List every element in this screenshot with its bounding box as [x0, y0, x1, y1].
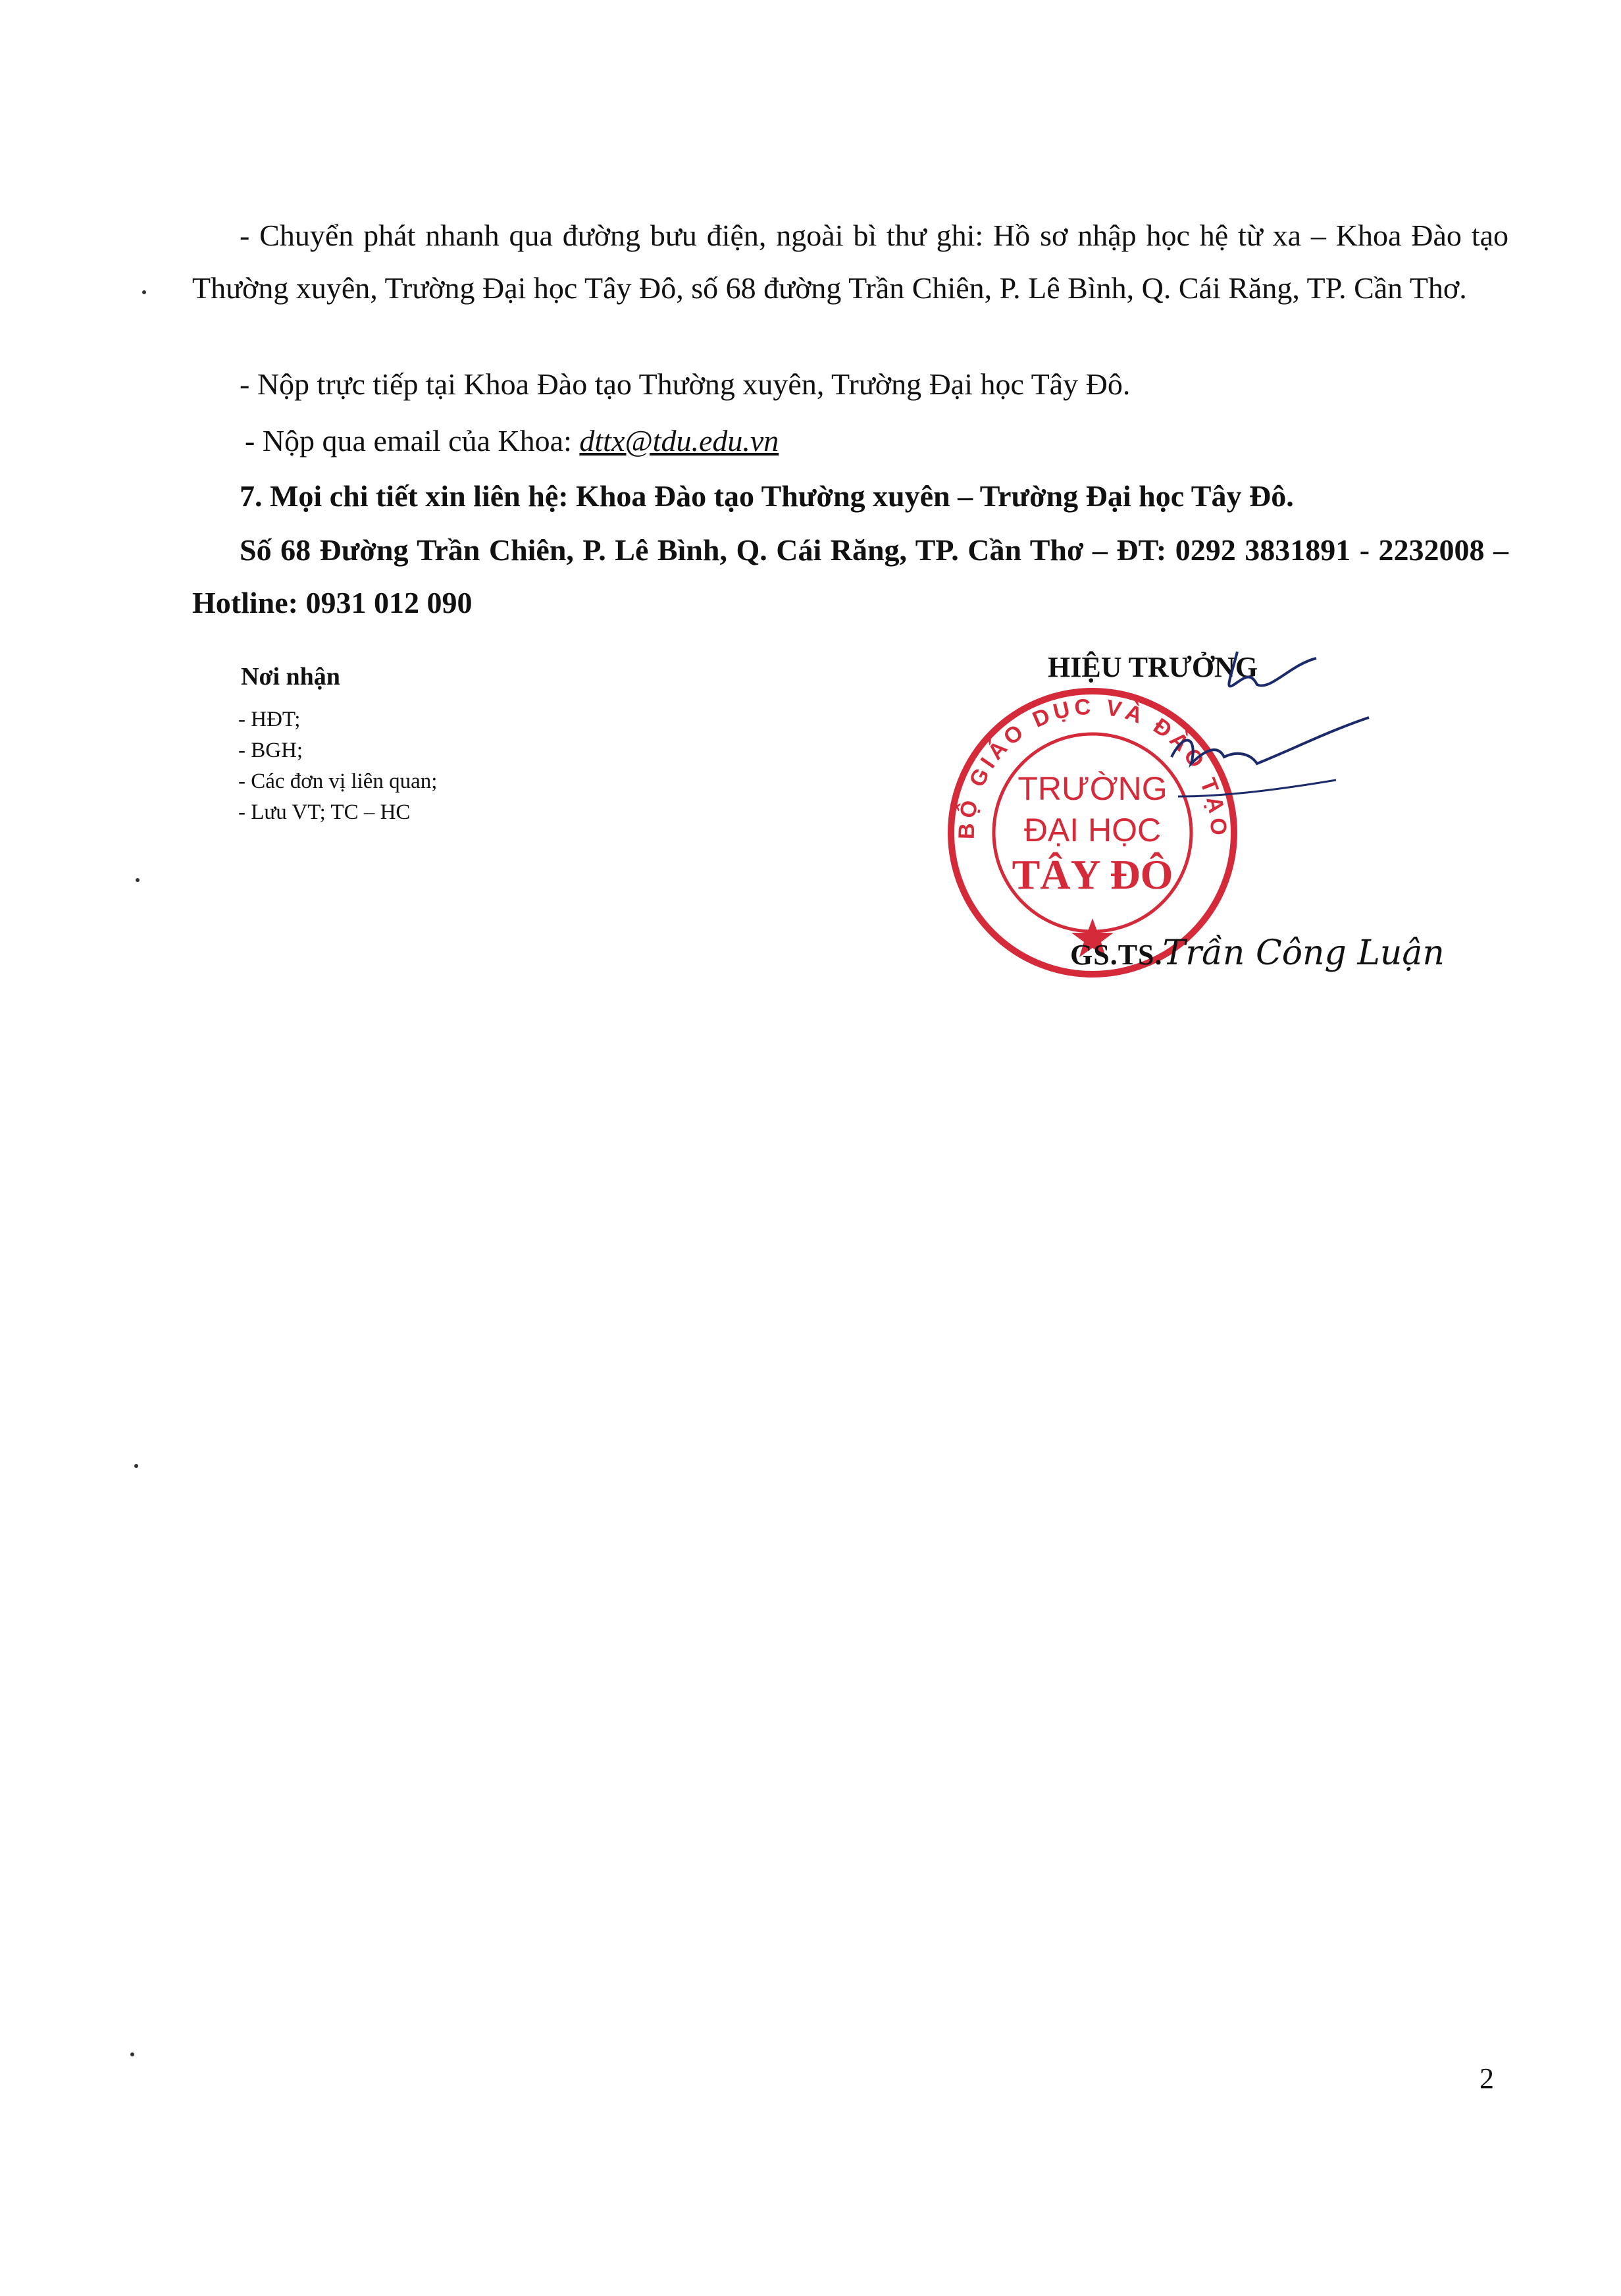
seal-line2: ĐẠI HỌC [1023, 812, 1162, 848]
paragraph-postal-delivery: - Chuyển phát nhanh qua đường bưu điện, ngoài bì thư ghi: Hồ sơ nhập học hệ từ xa – Khoa Đào tạo Thường xuyên, Trường Đại học Tây Đô, số 68 đường Trần Chiên, P. Lê Bình, Q. Cái Răng, TP. Cần Thơ. [192, 219, 1508, 305]
signer-name [1070, 933, 1445, 973]
signer-title: HIỆU TRƯỞNG [1048, 651, 1258, 683]
signer-prefix: GS.TS. [1070, 939, 1163, 971]
contact-heading: 7. Mọi chi tiết xin liên hệ: Khoa Đào tạo Thường xuyên – Trường Đại học Tây Đô. [240, 479, 1294, 513]
recipients-title: Nơi nhận [241, 663, 340, 691]
scan-speck [134, 1464, 138, 1468]
recipient-item: - Lưu VT; TC – HC [238, 800, 411, 824]
recipient-item: - Các đơn vị liên quan; [238, 770, 438, 793]
signer-fullname: Trần Công Luận [1162, 933, 1445, 973]
scan-speck [136, 878, 140, 882]
seal-arc-text: BỘ GIÁO DỤC VÀ ĐÀO TẠO [954, 694, 1231, 840]
recipients-list [238, 704, 437, 828]
email-link[interactable]: dttx@tdu.edu.vn [579, 424, 779, 457]
scan-speck [142, 290, 146, 294]
contact-address: Số 68 Đường Trần Chiên, P. Lê Bình, Q. Cái Răng, TP. Cần Thơ – ĐT: 0292 3831891 - 2232008 – Hotline: 0931 012 090 [192, 533, 1508, 619]
page-number: 2 [1479, 2062, 1494, 2095]
seal-line3: TÂY ĐÔ [1012, 851, 1173, 898]
scan-speck [130, 2052, 134, 2056]
paragraph-email-submission [245, 421, 779, 461]
handwritten-signature [1119, 639, 1395, 836]
email-label: - Nộp qua email của Khoa: [245, 424, 580, 457]
recipient-item: - HĐT; [238, 708, 301, 731]
seal-line1: TRƯỜNG [1017, 770, 1168, 807]
recipient-item: - BGH; [238, 739, 303, 762]
paragraph-direct-submission: - Nộp trực tiếp tại Khoa Đào tạo Thường xuyên, Trường Đại học Tây Đô. [240, 367, 1131, 401]
